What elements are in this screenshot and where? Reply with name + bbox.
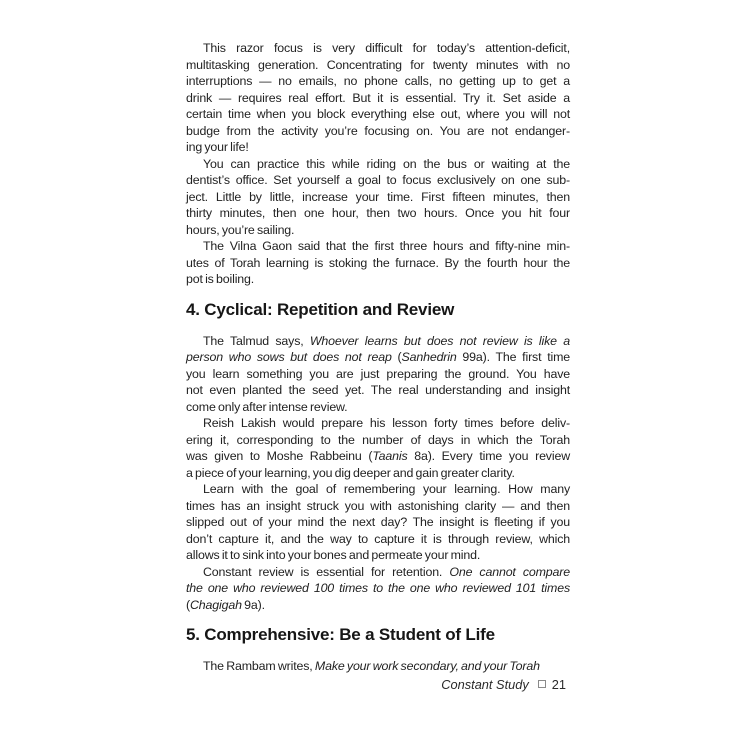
text-line <box>186 333 570 350</box>
text-line <box>186 382 570 399</box>
text-run: utes of Torah learning is stoking the furnace. By the fourth hour the <box>186 255 570 270</box>
text-run: thirty minutes, then one hour, then two hours. Once you hit four <box>186 206 570 220</box>
italic-text-run: the one who reviewed 100 times to the one who reviewed 101 times <box>186 581 570 595</box>
text-line <box>186 580 570 597</box>
text-blocks <box>186 40 570 675</box>
text-run: This razor focus is very difficult for today’s attention-deficit, <box>203 41 570 55</box>
text-line <box>186 106 570 123</box>
text-line <box>186 465 570 482</box>
square-ornament-icon <box>538 680 546 688</box>
text-line <box>186 547 570 564</box>
text-run: drink — requires real effort. But it is essential. Try it. Set aside a <box>186 90 570 105</box>
text-run: 8a). Every time you review <box>407 449 570 463</box>
text-run: you learn something you are just preparing the ground. You have <box>186 366 570 381</box>
text-run: ing your life! <box>186 140 249 154</box>
text-run: The Vilna Gaon said that the first three hours and fifty-nine min- <box>203 239 570 253</box>
text-line <box>186 172 570 189</box>
text-run: You can practice this while riding on the bus or waiting at the <box>203 156 570 171</box>
text-run: not even planted the seed yet. The real understanding and insight <box>186 383 570 397</box>
paragraph <box>186 658 570 675</box>
text-line <box>186 189 570 206</box>
paragraph <box>186 40 570 156</box>
text-line <box>186 222 570 239</box>
text-line <box>186 597 570 614</box>
text-run: The Talmud says, <box>203 333 310 348</box>
text-line <box>186 90 570 107</box>
italic-text-run: Sanhedrin <box>401 350 457 364</box>
text-line <box>186 57 570 74</box>
paragraph <box>186 415 570 481</box>
text-run: The Rambam writes, <box>203 659 315 673</box>
text-line <box>186 366 570 383</box>
text-line <box>186 73 570 90</box>
text-run: Learn with the goal of remembering your learning. How many <box>203 482 570 496</box>
section-heading: 4. Cyclical: Repetition and Review <box>186 299 455 319</box>
text-run: ject. Little by little, increase your time. First fifteen minutes, then <box>186 189 570 204</box>
text-line <box>186 531 570 548</box>
text-run: dentist’s office. Set yourself a goal to focus exclusively on one sub- <box>186 173 570 187</box>
text-run: 99a). The first time <box>456 350 570 364</box>
italic-text-run: Whoever learns but does not review is like a <box>309 333 570 348</box>
text-run: Reish Lakish would prepare his lesson forty times before deliv- <box>203 416 570 430</box>
text-line <box>186 139 570 156</box>
paragraph <box>186 156 570 239</box>
paragraph <box>186 481 570 564</box>
italic-text-run: One cannot compare <box>449 564 570 579</box>
paragraph <box>186 564 570 614</box>
italic-text-run: Taanis <box>372 449 408 463</box>
text-line <box>186 156 570 173</box>
text-run: certain time when you block everything else out, where you will not <box>186 107 570 121</box>
text-line <box>186 399 570 416</box>
text-run: pot is boiling. <box>186 272 255 286</box>
text-run: ( <box>391 350 402 364</box>
italic-text-run: Make your work secondary, and your Torah <box>314 659 540 673</box>
text-line <box>186 498 570 515</box>
text-run: Constant review is essential for retention. <box>203 564 450 579</box>
paragraph <box>186 238 570 288</box>
text-run: a piece of your learning, you dig deeper and gain greater clarity. <box>186 465 515 480</box>
text-run: ering it, corresponding to the number of days in which the Torah <box>186 432 570 447</box>
text-line <box>186 271 570 288</box>
text-run: don’t capture it, and the way to capture it is through review, which <box>186 531 570 546</box>
text-line <box>186 205 570 222</box>
text-run: times has an insight struck you with astonishing clarity — and then <box>186 498 570 513</box>
text-run: interruptions — no emails, no phone calls, no getting up to get a <box>186 74 570 88</box>
text-line <box>186 514 570 531</box>
text-run: was given to Moshe Rabbeinu ( <box>186 449 373 463</box>
running-footer-title: Constant Study <box>441 677 529 692</box>
text-line <box>186 238 570 255</box>
text-run: multitasking generation. Concentrating for twenty minutes with no <box>186 57 570 72</box>
text-line <box>186 415 570 432</box>
page-footer <box>186 677 566 692</box>
text-run: budge from the activity you’re focusing on. You are not endanger- <box>186 123 570 138</box>
text-line <box>186 564 570 581</box>
text-line <box>186 448 570 465</box>
text-line <box>186 481 570 498</box>
text-line <box>186 40 570 57</box>
page-number: 21 <box>551 677 566 692</box>
text-line <box>186 123 570 140</box>
text-line <box>186 658 570 675</box>
text-run: hours, you’re sailing. <box>186 222 295 237</box>
text-run: allows it to sink into your bones and permeate your mind. <box>186 548 481 562</box>
text-column <box>186 40 570 675</box>
text-run: ( <box>186 597 190 612</box>
text-line <box>186 255 570 272</box>
text-line <box>186 432 570 449</box>
italic-text-run: person who sows but does not reap <box>186 350 392 364</box>
italic-text-run: Chagigah <box>189 597 242 612</box>
text-run: slipped out of your mind the next day? The insight is fleeting if you <box>186 515 570 529</box>
text-run: 9a). <box>241 597 265 612</box>
text-run: come only after intense review. <box>186 399 348 414</box>
text-line <box>186 349 570 366</box>
section-heading: 5. Comprehensive: Be a Student of Life <box>186 625 495 644</box>
paragraph <box>186 333 570 416</box>
